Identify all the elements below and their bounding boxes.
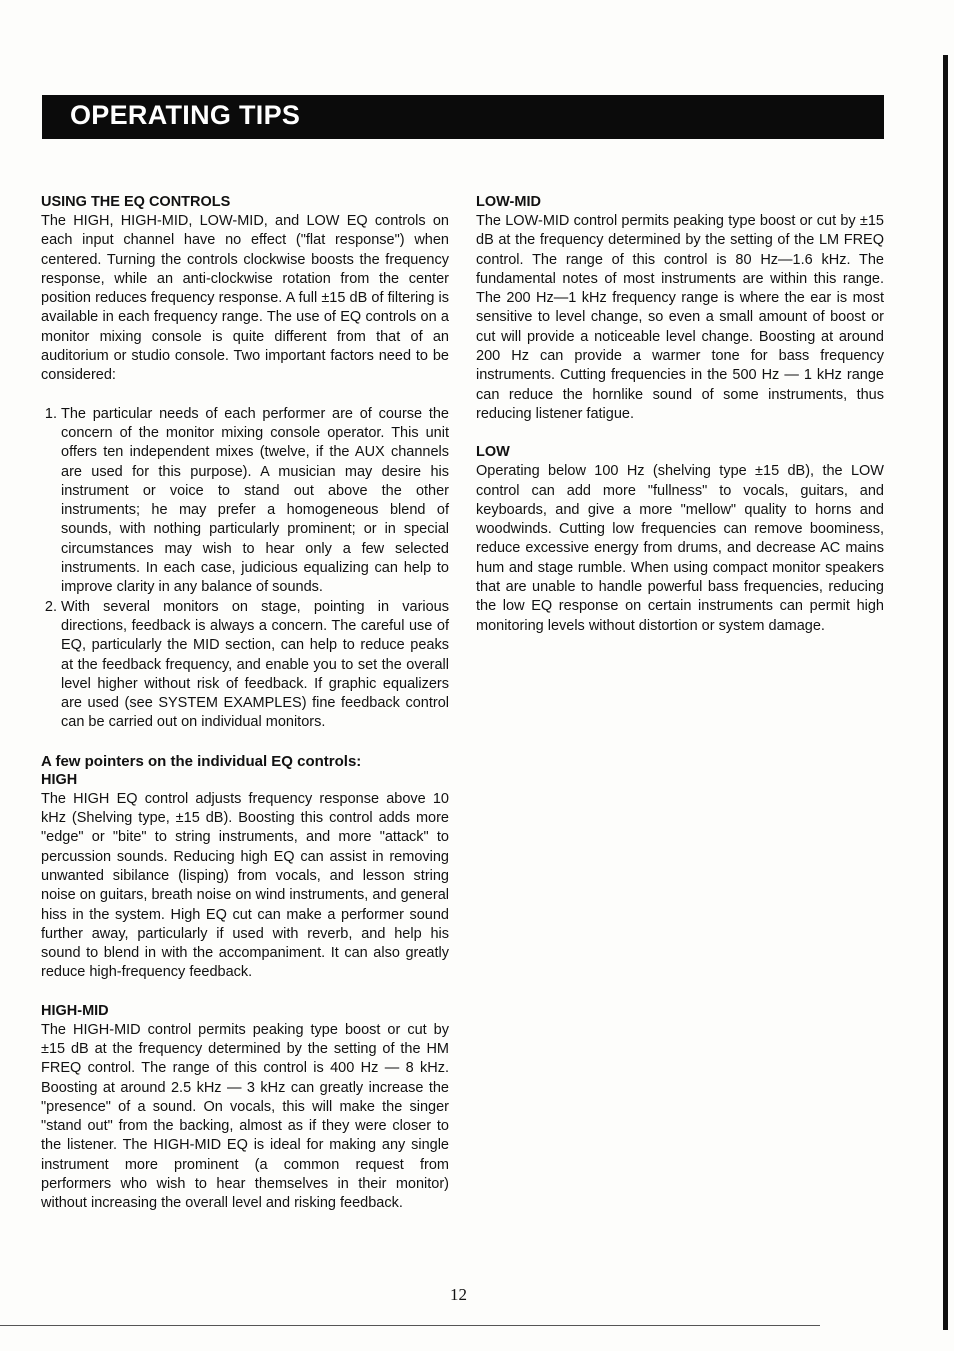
page-edge-right — [943, 55, 948, 1330]
highmid-text: The HIGH-MID control permits peaking type boost or cut by ±15 dB at the frequency determined by the setting of the HM FREQ control. The range of this control is 400 Hz — 8 kHz. Boosting at around 2.5 kHz — 3 kHz can greatly increase the "presence" of a sound. On vocals, this will make the singer "stand out" from the backing, almost as if they were closer to the listener. The HIGH-MID EQ is ideal for making any single instrument more prominent (a common request from performers who wish to hear themselves in their monitor) without increasing the overall level and risking feedback. — [41, 1021, 449, 1212]
page-edge-bottom — [0, 1325, 820, 1326]
low-text: Operating below 100 Hz (shelving type ±15 dB), the LOW control can add more "fullness" to vocals, guitars, and keyboards, and give a more "mellow" quality to horns and woodwinds. Cutting low frequencies can remove boominess, reduce excessive energy from drums, and decrease AC mains hum and stage rumble. When using compact monitor speakers that are unable to handle powerful bass frequencies, reducing the low EQ response on certain instruments can permit high monitoring levels without distortion or system damage. — [476, 463, 884, 634]
section-banner — [42, 95, 884, 139]
highmid-heading: HIGH-MID — [41, 1002, 109, 1019]
page-number: 12 — [450, 1285, 467, 1304]
lowmid-text: The LOW-MID control permits peaking type boost or cut by ±15 dB at the frequency determined by the setting of the LM FREQ control. The range of this control is 80 Hz—1.6 kHz. The fundamental notes of most instruments are within this range. The 200 Hz—1 kHz frequency range is where the ear is most sensitive to level change, so even a small amount of boost or cut will provide a noticeable level change. Boosting at around 200 Hz can provide a warmer tone for bass frequency instruments. Cutting frequencies in the 500 Hz — 1 kHz range can reduce the hornlike sound of some instruments, thus reducing listener fatigue. — [476, 213, 884, 422]
right-column — [476, 193, 884, 636]
factor-item: 1. The particular needs of each performer are of course the concern of the monitor mixing console operator. This unit offers ten independent mixes (twelve, if the AUX channels are used for this purpose). A musician may desire his instrument or voice to stand out above the other instruments; he may prefer a homogeneous blend of sounds, with nothing particularly prominent; or in special circumstances may wish to hear only a few selected instruments. In each case, judicious equalizing can help to improve clarity in any balance of sounds. — [61, 405, 449, 598]
factors-list — [41, 405, 449, 733]
low-heading: LOW — [476, 444, 510, 461]
factor-item: 2. With several monitors on stage, pointing in various directions, feedback is always a concern. The careful use of EQ, particularly the MID section, can help to reduce peaks at the feedback frequency, and enable you to set the overall level higher without risk of feedback. If graphic equalizers are used (see SYSTEM EXAMPLES) fine feedback control can be carried out on individual monitors. — [61, 598, 449, 733]
eq-controls-heading: USING THE EQ CONTROLS — [41, 194, 231, 210]
lowmid-heading: LOW-MID — [476, 194, 541, 210]
left-column — [41, 193, 449, 1214]
high-text: The HIGH EQ control adjusts frequency response above 10 kHz (Shelving type, ±15 dB). Boosting this control adds more "edge" or "bite" to string instruments, and more "attack" to percussion sounds. Reducing high EQ can assist in removing unwanted sibilance (lisping) from vocals, and lesson string noise on guitars, breath noise on wind instruments, and general hiss in the system. High EQ cut can make a performer sound further away, particularly if used with reverb, and help his sound to blend in with the accompaniment. It can also greatly reduce high-frequency feedback. — [41, 790, 449, 981]
pointers-heading: A few pointers on the individual EQ controls: — [41, 752, 362, 770]
high-heading: HIGH — [41, 771, 78, 788]
section-title: OPERATING TIPS — [70, 100, 301, 130]
eq-controls-intro: The HIGH, HIGH-MID, LOW-MID, and LOW EQ controls on each input channel have no effect ("flat response") when centered. Turning the controls clockwise boosts the frequency response, while an anti-clockwise rotation from the center position reduces frequency response. A full ±15 dB of filtering is available in each frequency range. The use of EQ controls on a monitor mixing console is quite different from that of an auditorium or studio console. Two important factors need to be considered: — [41, 213, 449, 384]
